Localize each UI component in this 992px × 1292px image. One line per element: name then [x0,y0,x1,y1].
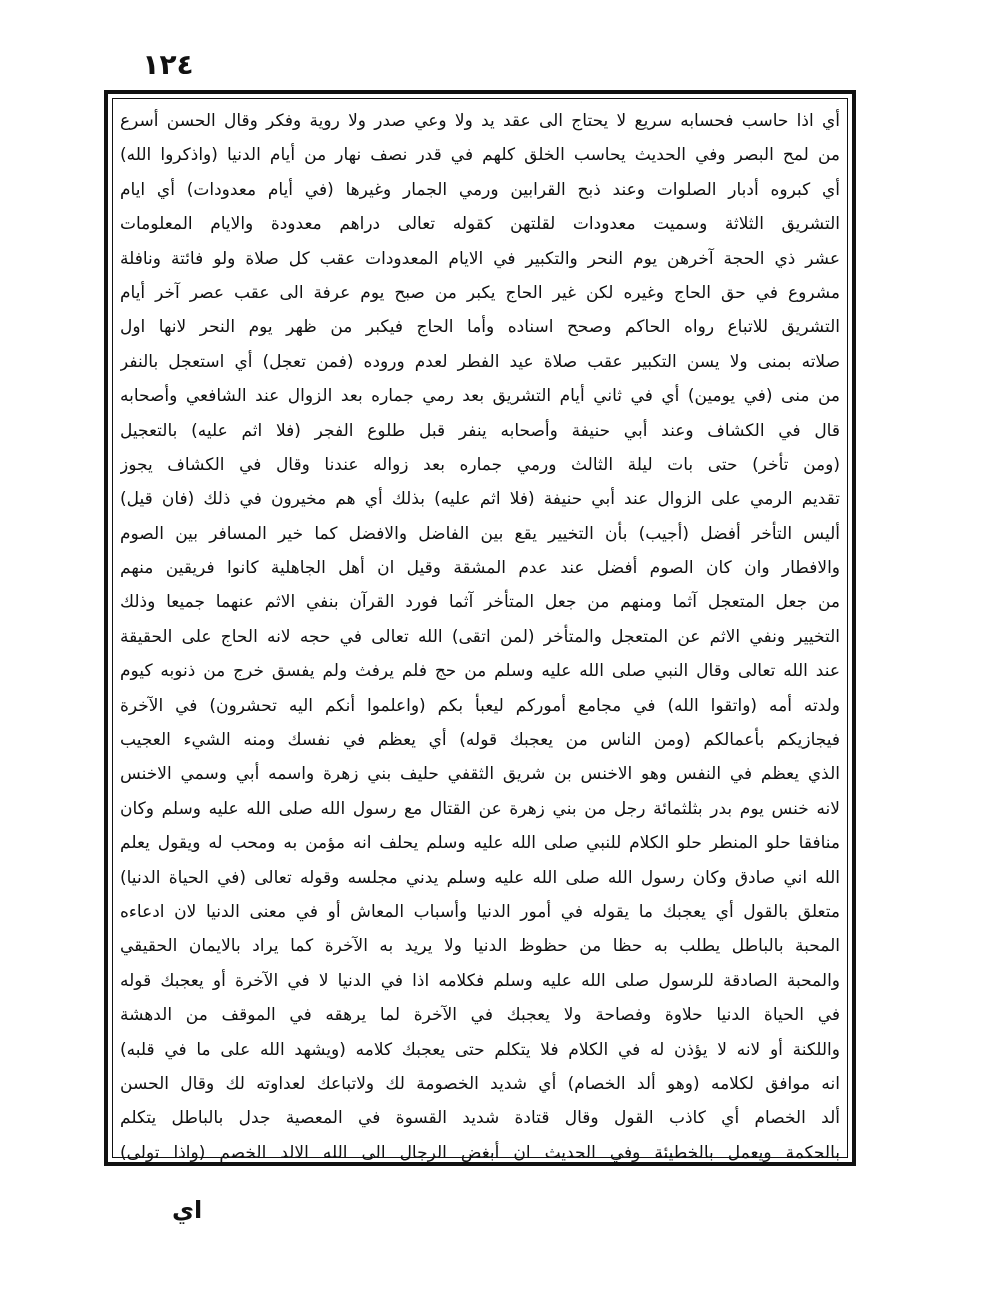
text-line: لانه خنس يوم بدر بثلثمائة رجل من بني زهرة عن القتال مع رسول الله صلى الله عليه وسلم وكان [120,798,840,819]
text-line: بالحكمة ويعمل بالخطيئة وفي الحديث ان أبغض الرجال الى الله الالد الخصم (واذا تولى) [120,1142,840,1163]
text-line: عشر ذي الحجة آخرهن يوم النحر والتكبير في الايام المعدودات عقب كل صلاة ولو فائتة ونافلة [120,248,840,269]
text-line: ألد الخصام أي كاذب القول وقال قتادة شديد القسوة في المعصية جدل بالباطل يتكلم [120,1108,840,1129]
text-line: أي كبروه أدبار الصلوات وعند ذبح القرابين ورمي الجمار وغيرها (في أيام معدودات) أي ايام [120,179,840,200]
text-line: متعلق بالقول أي يعجبك ما يقوله في أمور الدنيا وأسباب المعاش أو في معنى الدنيا لان ادعاءه [120,901,840,922]
catchword: اي [172,1196,203,1224]
text-line: قال في الكشاف وعند أبي حنيفة وأصحابه ينفر قبل طلوع الفجر (فلا اثم عليه) بالتعجيل [120,420,840,441]
text-line: الذي يعظم في النفس وهو الاخنس بن شريق الثقفي حليف بني زهرة واسمه أبي وسمي الاخنس [120,764,840,785]
text-line: التشريق للاتباع رواه الحاكم وصحح اسناده وأما الحاج فيكبر من ظهر يوم النحر لانها اول [120,317,840,338]
text-line: التخيير ونفي الاثم عن المتعجل والمتأخر (لمن اتقى) الله تعالى في حجه لانه الحاج على الحقيقة [120,626,840,647]
text-line: المحبة بالباطل يطلب به حظا من حظوظ الدنيا ولا يريد به الآخرة كما يراد بالايمان الحقيقي [120,936,840,957]
text-line: أي اذا حاسب فحسابه سريع لا يحتاج الى عقد يد ولا وعي صدر ولا روية وفكر وقال الحسن أسرع [120,111,840,131]
text-line: عند الله تعالى وقال النبي صلى الله عليه وسلم من حج فلم يرفث ولم يفسق خرج من ذنوبه كيوم [120,661,840,682]
text-line: تقديم الرمي على الزوال عند أبي حنيفة (فلا اثم عليه) بذلك أي هم مخيرون في ذلك (فان قيل) [120,489,840,510]
page-number: ١٢٤ [142,48,194,81]
text-line: ولدته أمه (واتقوا الله) في مجامع أموركم ليعبأ بكم (واعلموا أنكم اليه تحشرون) في الآخرة [120,695,840,716]
text-line: الله اني صادق وكان رسول الله صلى الله عليه وسلم يدني مجلسه وقوله تعالى (في الحياة الدنيا) [120,867,840,888]
text-line: انه موافق لكلامه (وهو ألد الخصام) أي شديد الخصومة لك ولاتباعك لعداوته لك وقال الحسن [120,1073,840,1094]
text-line: في الحياة الدنيا حلاوة وفصاحة ولا يعجبك في الآخرة لما يرهقه في الموقف من الدهشة [120,1005,840,1026]
text-line: منافقا حلو المنطر حلو الكلام للنبي صلى الله عليه وسلم يحلف انه مؤمن به ومحب له ويقول يعلم [120,833,840,854]
text-block [120,104,840,1163]
text-line: صلاته بمنى ولا يسن التكبير عقب صلاة عيد الفطر لعدم وروده (فمن تعجل) أي استعجل بالنفر [120,351,840,372]
text-line: من لمح البصر وفي الحديث يحاسب الخلق كلهم في قدر نصف نهار من أيام الدنيا (واذكروا الله) [120,145,840,166]
text-line: فيجازيكم بأعمالكم (ومن الناس من يعجبك قوله) أي يعظم في نفسك ومنه الشيء العجيب [120,730,840,751]
text-line: أليس التأخر أفضل (أجيب) بأن التخيير يقع بين الفاضل والافضل كما خير المسافر بين الصوم [120,523,840,544]
text-line: والافطار وان كان الصوم أفضل عند عدم المشقة وقيل ان أهل الجاهلية كانوا فريقين منهم [120,558,840,579]
text-line: من منى (في يومين) أي في ثاني أيام التشريق بعد رمي جماره بعد الزوال عند الشافعي وأصحابه [120,386,840,407]
text-line: التشريق الثلاثة وسميت معدودات لقلتهن كقوله تعالى دراهم معدودة والايام المعلومات [120,214,840,235]
text-line: من جعل المتعجل آثما ومنهم من جعل المتأخر آثما فورد القرآن بنفي الاثم عنهما جميعا وذلك [120,592,840,613]
text-line: واللكنة أو لانه لا يؤذن له في الكلام فلا يتكلم حتى يعجبك كلامه (ويشهد الله على ما في قلبه) [120,1039,840,1060]
text-line: والمحبة الصادقة للرسول صلى الله عليه وسلم فكلامه اذا في الدنيا لا في الآخرة أو يعجبك قوله [120,970,840,991]
text-line: (ومن تأخر) حتى بات ليلة الثالث ورمي جماره بعد زواله عندنا وقال في الكشاف يجوز [120,454,840,475]
text-line: مشروع في حق الحاج وغيره لكن غير الحاج يكبر من صبح يوم عرفة الى عقب عصر آخر أيام [120,282,840,303]
